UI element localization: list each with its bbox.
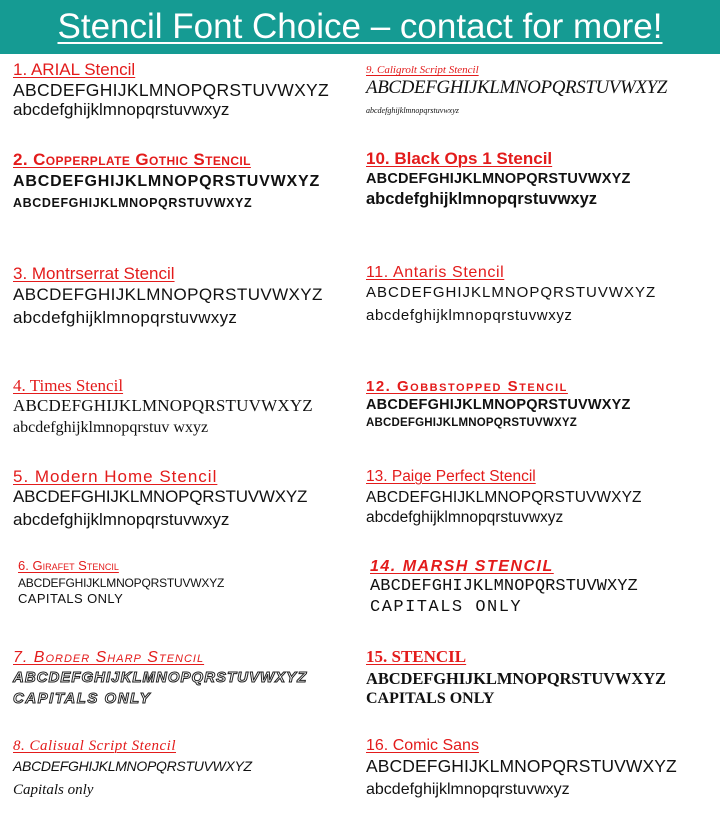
font-sample-title: 5. Modern Home Stencil [13, 467, 218, 486]
lowercase-alphabet: abcdefghijklmnopqrstuvwxyz [13, 99, 230, 119]
lowercase-alphabet: ABCDEFGHIJKLMNOPQRSTUVWXYZ [366, 417, 577, 429]
lowercase-alphabet: abcdefghijklmnopqrstuvwxyz [366, 189, 598, 208]
uppercase-alphabet: ABCDEFGHIJKLMNOPQRSTUVWXYZ [366, 756, 677, 777]
font-sample-comic-sans [366, 737, 718, 799]
lowercase-alphabet: ABCDEFGHIJKLMNOPQRSTUVWXYZ [13, 196, 253, 211]
font-sample-title: 11. Antaris Stencil [366, 264, 505, 281]
lowercase-alphabet: abcdefghijklmnopqrstuvwxyz [366, 306, 573, 324]
font-sample-title: 13. Paige Perfect Stencil [366, 468, 536, 485]
font-sample-arial-stencil [13, 60, 365, 119]
uppercase-alphabet: ABCDEFGHIJKLMNOPQRSTUVWXYZ [13, 172, 321, 190]
page-title: Stencil Font Choice – contact for more! [57, 7, 663, 46]
uppercase-alphabet: ABCDEFGHIJKLMNOPQRSTUVWXYZ [366, 488, 642, 506]
font-sample-border-sharp-stencil [13, 649, 365, 707]
font-column-right [366, 54, 718, 832]
font-sample-montrserrat-stencil [13, 264, 365, 327]
font-sample-title: 8. Calisual Script Stencil [13, 738, 176, 754]
font-sample-times-stencil [13, 376, 365, 437]
font-sample-marsh-stencil [366, 558, 718, 618]
uppercase-alphabet: ABCDEFGHIJKLMNOPQRSTUVWXYZ [13, 284, 323, 304]
uppercase-alphabet: ABCDEFGHIJKLMNOPQRSTUVWXYZ [13, 395, 313, 415]
font-column-left [13, 54, 365, 832]
uppercase-alphabet: ABCDEFGHIJKLMNOPQRSTUVWXYZ [13, 486, 308, 506]
font-sample-girafet-stencil [13, 559, 365, 607]
uppercase-alphabet: ABCDEFGHIJKLMNOPQRSTUVWXYZ [366, 284, 657, 302]
font-sample-antaris-stencil [366, 264, 718, 324]
font-sample-title: 6. Girafet Stencil [18, 558, 119, 573]
font-sample-title: 3. Montrserrat Stencil [13, 264, 175, 283]
lowercase-alphabet: abcdefghijklmnopqrstuvwxyz [13, 307, 238, 327]
lowercase-alphabet: abcdefghijklmnopqrstuv wxyz [13, 419, 209, 437]
font-sample-calisual-script-stencil [13, 738, 365, 799]
font-sample-title: 14. MARSH STENCIL [370, 558, 554, 575]
lowercase-alphabet: abcdefghijklmnopqrstuvwxyz [366, 106, 459, 116]
uppercase-alphabet: ABCDEFGHIJKLMNOPQRSTUVWXYZ [18, 575, 225, 590]
font-sample-title: 16. Comic Sans [366, 737, 479, 754]
capitals-only-note: CAPITALS ONLY [370, 598, 523, 618]
capitals-only-note: CAPITALS ONLY [13, 689, 152, 707]
font-sample-copperplate-gothic-stencil [13, 150, 365, 211]
uppercase-alphabet: ABCDEFGHIJKLMNOPQRSTUVWXYZ [366, 397, 631, 414]
uppercase-alphabet: ABCDEFGHIJKLMNOPQRSTUVWXYZ [366, 76, 667, 98]
lowercase-alphabet: abcdefghijklmnopqrstuvwxyz [366, 509, 564, 527]
font-sample-title: 12. Gobbstopped Stencil [366, 378, 568, 395]
uppercase-alphabet: ABCDEFGHIJKLMNOPQRSTUVWXYZ [13, 669, 308, 687]
font-sample-title: 4. Times Stencil [13, 376, 124, 395]
font-sample-stencil [366, 647, 718, 708]
uppercase-alphabet: ABCDEFGHIJKLMNOPQRSTUVWXYZ [366, 170, 631, 187]
capitals-only-note: CAPITALS ONLY [366, 689, 495, 707]
font-sample-title: 2. Copperplate Gothic Stencil [13, 150, 251, 169]
uppercase-alphabet: ABCDEFGHIJKLMNOPQRSTUVWXYZ [13, 758, 252, 775]
uppercase-alphabet: ABCDEFGHIJKLMNOPQRSTUVWXYZ [370, 577, 638, 597]
font-sample-title: 10. Black Ops 1 Stencil [366, 149, 553, 168]
font-sample-title: 1. ARIAL Stencil [13, 60, 136, 79]
font-sample-black-ops-stencil [366, 149, 718, 209]
font-sample-title: 15. STENCIL [366, 647, 467, 666]
header-banner [0, 0, 720, 54]
uppercase-alphabet: ABCDEFGHIJKLMNOPQRSTUVWXYZ [366, 668, 666, 688]
font-sample-title: 7. Border Sharp Stencil [13, 649, 205, 666]
lowercase-alphabet: abcdefghijklmnopqrstuvwxyz [13, 510, 230, 530]
font-sample-title: 9. Caligrolt Script Stencil [366, 64, 479, 76]
font-sample-gobbstopped-stencil [366, 378, 718, 430]
capitals-only-note: CAPITALS ONLY [18, 590, 124, 606]
font-sample-caligrolt-script-stencil [366, 64, 718, 116]
font-sample-modern-home-stencil [13, 467, 365, 530]
capitals-only-note: Capitals only [13, 781, 94, 798]
font-sample-paige-perfect-stencil [366, 468, 718, 527]
lowercase-alphabet: abcdefghijklmnopqrstuvwxyz [366, 781, 570, 799]
uppercase-alphabet: ABCDEFGHIJKLMNOPQRSTUVWXYZ [13, 79, 330, 100]
